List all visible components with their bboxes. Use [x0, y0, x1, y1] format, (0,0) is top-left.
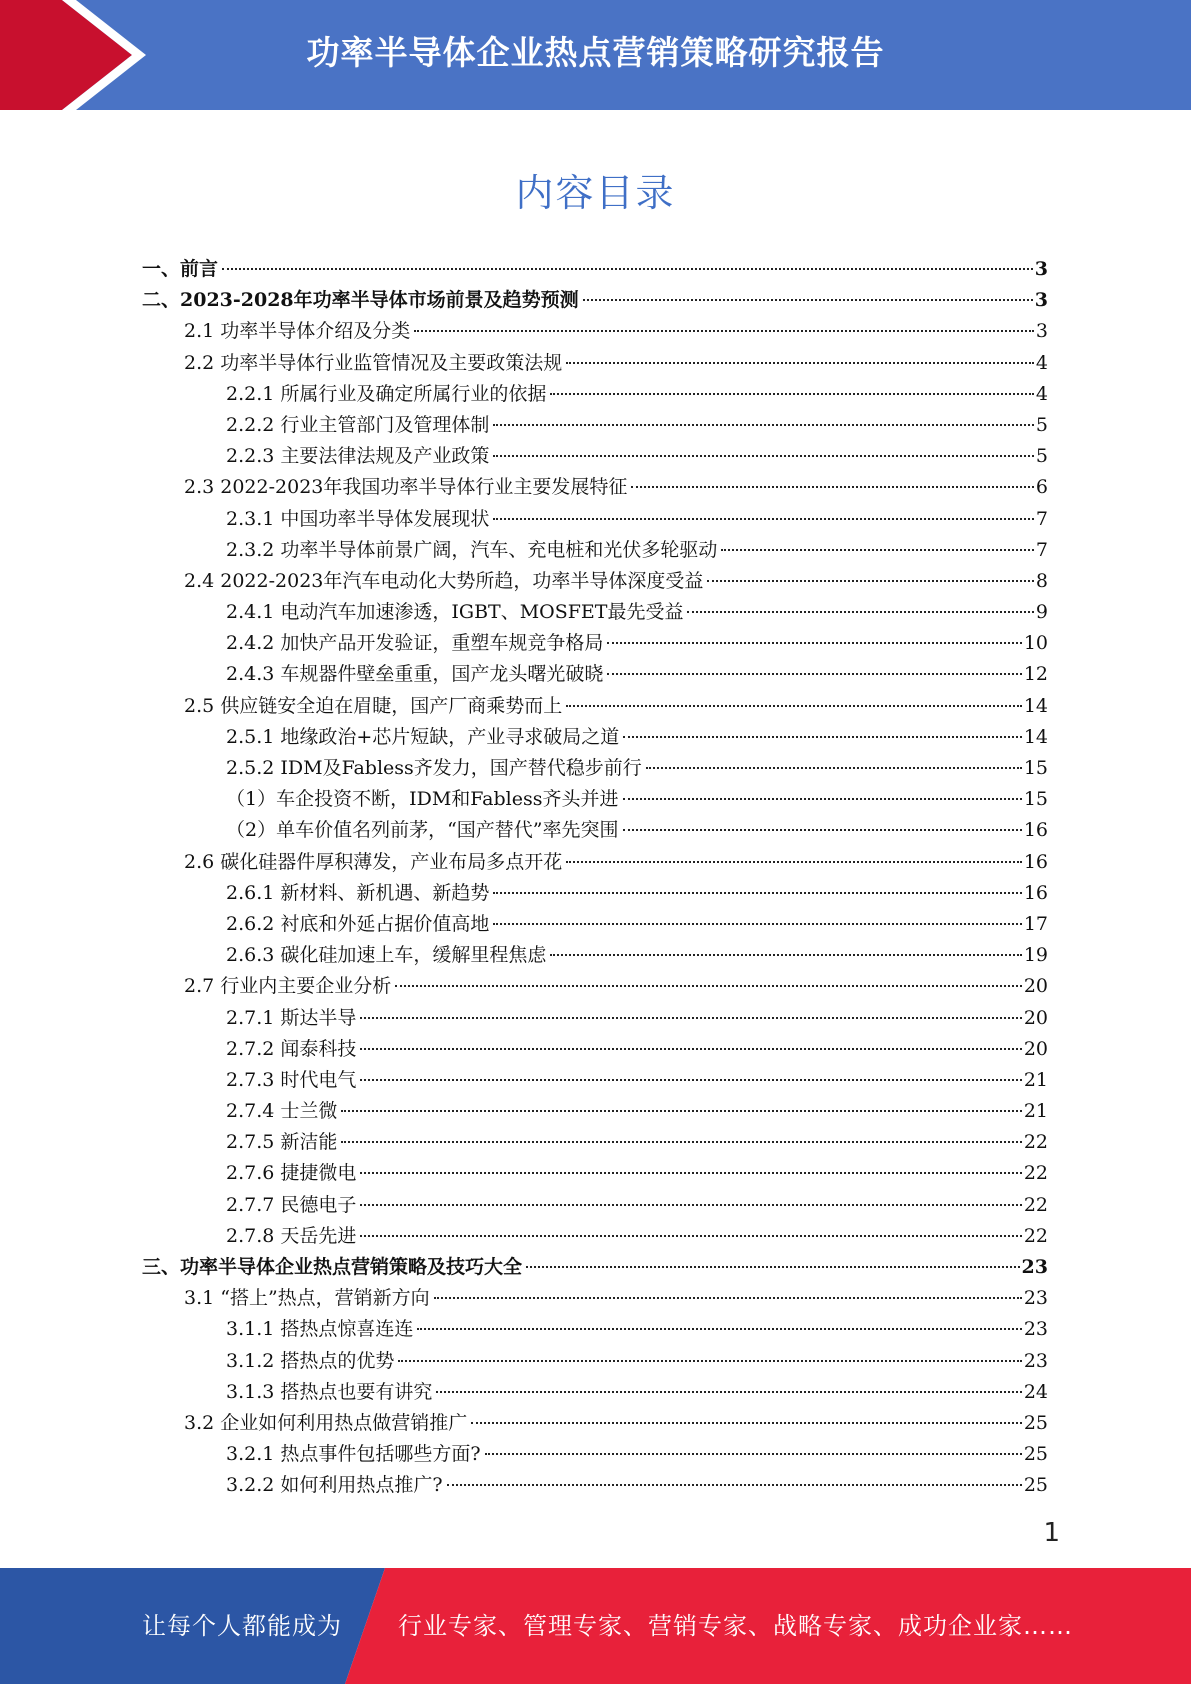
- toc-entry[interactable]: [142, 878, 1048, 909]
- toc-dot-leader: [623, 736, 1022, 738]
- toc-entry[interactable]: [142, 597, 1048, 628]
- toc-entry[interactable]: [142, 1221, 1048, 1252]
- toc-entry[interactable]: [142, 535, 1048, 566]
- toc-entry[interactable]: [142, 971, 1048, 1002]
- toc-entry-label: 一、前言: [142, 258, 219, 280]
- toc-entry[interactable]: [142, 441, 1048, 472]
- toc-entry-page: 20: [1023, 1037, 1048, 1060]
- toc-entry-page: 6: [1035, 476, 1048, 499]
- toc-entry[interactable]: [142, 1470, 1048, 1501]
- toc-dot-leader: [550, 393, 1034, 395]
- toc-dot-leader: [485, 1453, 1022, 1455]
- toc-dot-leader: [360, 1204, 1021, 1206]
- toc-entry-label: 2.2.2 行业主管部门及管理体制: [226, 413, 490, 436]
- toc-entry-label: 2.7.2 闻泰科技: [226, 1037, 357, 1060]
- toc-entry-page: 3: [1034, 258, 1048, 280]
- footer-slogan-right: 行业专家、管理专家、营销专家、战略专家、成功企业家……: [398, 1612, 1073, 1640]
- toc-dot-leader: [417, 1328, 1021, 1330]
- toc-entry-label: （2）单车价值名列前茅，“国产替代”率先突围: [226, 819, 619, 842]
- toc-entry-label: 3.2 企业如何利用热点做营销推广: [184, 1411, 468, 1434]
- toc-entry-label: 2.5.2 IDM及Fabless齐发力，国产替代稳步前行: [226, 757, 642, 779]
- toc-entry-page: 24: [1023, 1380, 1048, 1403]
- toc-entry-label: 2.7.4 士兰微: [226, 1100, 338, 1123]
- toc-dot-leader: [471, 1422, 1022, 1424]
- toc-entry-label: 2.6.3 碳化硅加速上车，缓解里程焦虑: [226, 944, 547, 967]
- toc-entry-page: 5: [1035, 445, 1048, 468]
- toc-dot-leader: [550, 954, 1021, 956]
- toc-entry[interactable]: [142, 410, 1048, 441]
- toc-dot-leader: [360, 1079, 1021, 1081]
- toc-dot-leader: [222, 268, 1033, 270]
- toc-entry[interactable]: [142, 379, 1048, 410]
- toc-entry[interactable]: [142, 566, 1048, 597]
- toc-entry-label: 3.1.3 搭热点也要有讲究: [226, 1380, 433, 1403]
- toc-entry-label: 3.1.2 搭热点的优势: [226, 1349, 395, 1372]
- toc-entry-label: 2.6 碳化硅器件厚积薄发，产业布局多点开花: [184, 850, 563, 873]
- toc-entry-page: 22: [1023, 1193, 1048, 1216]
- toc-entry-page: 4: [1035, 382, 1048, 405]
- toc-entry-label: 2.7.7 民德电子: [226, 1193, 357, 1216]
- toc-entry[interactable]: [142, 1190, 1048, 1221]
- toc-entry-page: 12: [1023, 663, 1048, 686]
- toc-entry-label: 2.2.3 主要法律法规及产业政策: [226, 445, 490, 468]
- toc-dot-leader: [341, 1110, 1021, 1112]
- toc-entry-page: 15: [1023, 788, 1048, 811]
- toc-entry-page: 7: [1035, 507, 1048, 530]
- toc-entry-label: 2.5.1 地缘政治+芯片短缺，产业寻求破局之道: [226, 725, 620, 748]
- toc-dot-leader: [493, 892, 1021, 894]
- toc-entry-page: 3: [1035, 320, 1048, 343]
- toc-entry[interactable]: [142, 1065, 1048, 1096]
- toc-entry-page: 25: [1023, 1474, 1048, 1497]
- toc-entry[interactable]: [142, 815, 1048, 846]
- toc-entry-page: 14: [1023, 694, 1048, 717]
- toc-dot-leader: [566, 362, 1034, 364]
- toc-entry[interactable]: [142, 722, 1048, 753]
- toc-dot-leader: [360, 1048, 1021, 1050]
- toc-dot-leader: [566, 705, 1022, 707]
- toc-dot-leader: [646, 767, 1022, 769]
- toc-entry-label: 3.2.1 热点事件包括哪些方面?: [226, 1443, 481, 1466]
- toc-dot-leader: [526, 1266, 1020, 1268]
- footer-banner: [0, 1568, 1191, 1684]
- toc-dot-leader: [566, 861, 1022, 863]
- toc-entry-label: 2.3 2022-2023年我国功率半导体行业主要发展特征: [184, 476, 628, 499]
- toc-entry[interactable]: [142, 348, 1048, 379]
- toc-entry-page: 23: [1023, 1318, 1048, 1341]
- toc-dot-leader: [623, 829, 1022, 831]
- toc-entry-label: 三、功率半导体企业热点营销策略及技巧大全: [142, 1256, 523, 1278]
- toc-entry[interactable]: [142, 254, 1048, 285]
- toc-entry[interactable]: [142, 1377, 1048, 1408]
- toc-entry[interactable]: [142, 691, 1048, 722]
- toc-entry-page: 23: [1023, 1287, 1048, 1310]
- toc-entry[interactable]: [142, 472, 1048, 503]
- toc-dot-leader: [414, 330, 1034, 332]
- toc-entry-label: 2.3.1 中国功率半导体发展现状: [226, 507, 490, 530]
- toc-entry-label: 2.6.2 衬底和外延占据价值高地: [226, 912, 490, 935]
- toc-entry[interactable]: [142, 1096, 1048, 1127]
- toc-entry-page: 25: [1023, 1443, 1048, 1466]
- toc-entry[interactable]: [142, 316, 1048, 347]
- toc-dot-leader: [607, 642, 1021, 644]
- toc-dot-leader: [707, 580, 1034, 582]
- toc-entry-label: 2.7.8 天岳先进: [226, 1224, 357, 1247]
- toc-entry-label: 2.4.3 车规器件壁垒重重，国产龙头曙光破晓: [226, 663, 604, 686]
- toc-entry-page: 17: [1023, 912, 1048, 935]
- toc-entry-label: 2.7.5 新洁能: [226, 1131, 338, 1154]
- toc-dot-leader: [341, 1141, 1021, 1143]
- toc-entry-label: 2.7.3 时代电气: [226, 1068, 357, 1091]
- toc-entry[interactable]: [142, 909, 1048, 940]
- toc-dot-leader: [360, 1017, 1021, 1019]
- toc-entry-page: 9: [1035, 601, 1048, 624]
- toc-dot-leader: [434, 1297, 1022, 1299]
- toc-entry[interactable]: [142, 1439, 1048, 1470]
- toc-entry-page: 5: [1035, 413, 1048, 436]
- toc-entry-page: 16: [1023, 850, 1048, 873]
- toc-entry-page: 19: [1023, 944, 1048, 967]
- toc-entry-page: 16: [1023, 881, 1048, 904]
- toc-entry[interactable]: [142, 784, 1048, 815]
- toc-dot-leader: [360, 1235, 1021, 1237]
- toc-entry[interactable]: [142, 847, 1048, 878]
- toc-entry[interactable]: [142, 1003, 1048, 1034]
- toc-entry-page: 23: [1021, 1256, 1048, 1278]
- toc-heading: 内容目录: [515, 171, 676, 215]
- toc-dot-leader: [631, 486, 1034, 488]
- toc-dot-leader: [395, 985, 1022, 987]
- toc-dot-leader: [493, 455, 1034, 457]
- toc-entry-label: 2.7.6 捷捷微电: [226, 1162, 357, 1185]
- toc-entry-label: 2.5 供应链安全迫在眉睫，国产厂商乘势而上: [184, 694, 563, 717]
- toc-entry-label: 2.2.1 所属行业及确定所属行业的依据: [226, 382, 547, 405]
- toc-entry[interactable]: [142, 1034, 1048, 1065]
- toc-entry[interactable]: [142, 504, 1048, 535]
- toc-dot-leader: [687, 611, 1033, 613]
- toc-entry-page: 10: [1023, 632, 1048, 655]
- toc-entry-page: 20: [1023, 975, 1048, 998]
- toc-entry-label: 3.1.1 搭热点惊喜连连: [226, 1318, 414, 1341]
- toc-entry[interactable]: [142, 1283, 1048, 1314]
- toc-entry[interactable]: [142, 1252, 1048, 1283]
- toc-dot-leader: [623, 798, 1022, 800]
- toc-dot-leader: [607, 673, 1021, 675]
- toc-dot-leader: [398, 1360, 1021, 1362]
- toc-entry-page: 14: [1023, 725, 1048, 748]
- toc-dot-leader: [360, 1172, 1021, 1174]
- toc-entry-label: 2.4.2 加快产品开发验证，重塑车规竞争格局: [226, 632, 604, 655]
- toc-dot-leader: [493, 923, 1021, 925]
- toc-entry[interactable]: [142, 1408, 1048, 1439]
- footer-slogan-left: 让每个人都能成为: [142, 1612, 342, 1640]
- toc-entry-page: 25: [1023, 1411, 1048, 1434]
- toc-entry-page: 22: [1023, 1131, 1048, 1154]
- toc-entry[interactable]: [142, 940, 1048, 971]
- toc-dot-leader: [436, 1391, 1021, 1393]
- toc-entry-label: 2.7.1 斯达半导: [226, 1006, 357, 1029]
- toc-entry[interactable]: [142, 1346, 1048, 1377]
- toc-entry-page: 21: [1023, 1100, 1048, 1123]
- toc-entry[interactable]: [142, 1127, 1048, 1158]
- toc-entry-label: 2.7 行业内主要企业分析: [184, 975, 392, 998]
- toc-entry[interactable]: [142, 659, 1048, 690]
- toc-entry-page: 22: [1023, 1162, 1048, 1185]
- toc-entry-page: 21: [1023, 1068, 1048, 1091]
- toc-entry-page: 3: [1034, 289, 1048, 312]
- toc-entry-label: （1）车企投资不断，IDM和Fabless齐头并进: [226, 788, 619, 811]
- toc-entry-label: 2.6.1 新材料、新机遇、新趋势: [226, 881, 490, 904]
- toc-entry[interactable]: [142, 753, 1048, 784]
- toc-entry-page: 4: [1035, 351, 1048, 374]
- toc-entry-page: 7: [1035, 538, 1048, 561]
- toc-dot-leader: [583, 299, 1033, 301]
- toc-entry-page: 16: [1023, 819, 1048, 842]
- toc-entry[interactable]: [142, 1158, 1048, 1189]
- toc-entry-page: 20: [1023, 1006, 1048, 1029]
- toc-entry[interactable]: [142, 285, 1048, 316]
- toc-entry-label: 二、2023-2028年功率半导体市场前景及趋势预测: [142, 289, 579, 312]
- toc-dot-leader: [493, 424, 1034, 426]
- header-bar: [0, 0, 1191, 110]
- toc-entry-page: 8: [1035, 569, 1048, 592]
- toc-entry-label: 3.2.2 如何利用热点推广?: [226, 1474, 443, 1497]
- toc-dot-leader: [721, 549, 1034, 551]
- report-title: 功率半导体企业热点营销策略研究报告: [306, 33, 885, 72]
- toc-entry-label: 2.3.2 功率半导体前景广阔，汽车、充电桩和光伏多轮驱动: [226, 538, 718, 561]
- toc-entry-label: 3.1 “搭上”热点，营销新方向: [184, 1287, 430, 1310]
- toc-entry-label: 2.4 2022-2023年汽车电动化大势所趋，功率半导体深度受益: [184, 569, 704, 592]
- toc-dot-leader: [493, 518, 1034, 520]
- toc-entry-page: 22: [1023, 1224, 1048, 1247]
- toc-dot-leader: [447, 1484, 1022, 1486]
- toc-entry[interactable]: [142, 1314, 1048, 1345]
- toc-entry-page: 23: [1023, 1349, 1048, 1372]
- toc-entry-label: 2.4.1 电动汽车加速渗透，IGBT、MOSFET最先受益: [226, 601, 684, 624]
- toc-entry-page: 15: [1023, 757, 1048, 779]
- page-number: 1: [1043, 1518, 1060, 1548]
- table-of-contents: [142, 254, 1048, 1502]
- toc-entry-label: 2.1 功率半导体介绍及分类: [184, 320, 411, 343]
- toc-entry-label: 2.2 功率半导体行业监管情况及主要政策法规: [184, 351, 563, 374]
- toc-entry[interactable]: [142, 628, 1048, 659]
